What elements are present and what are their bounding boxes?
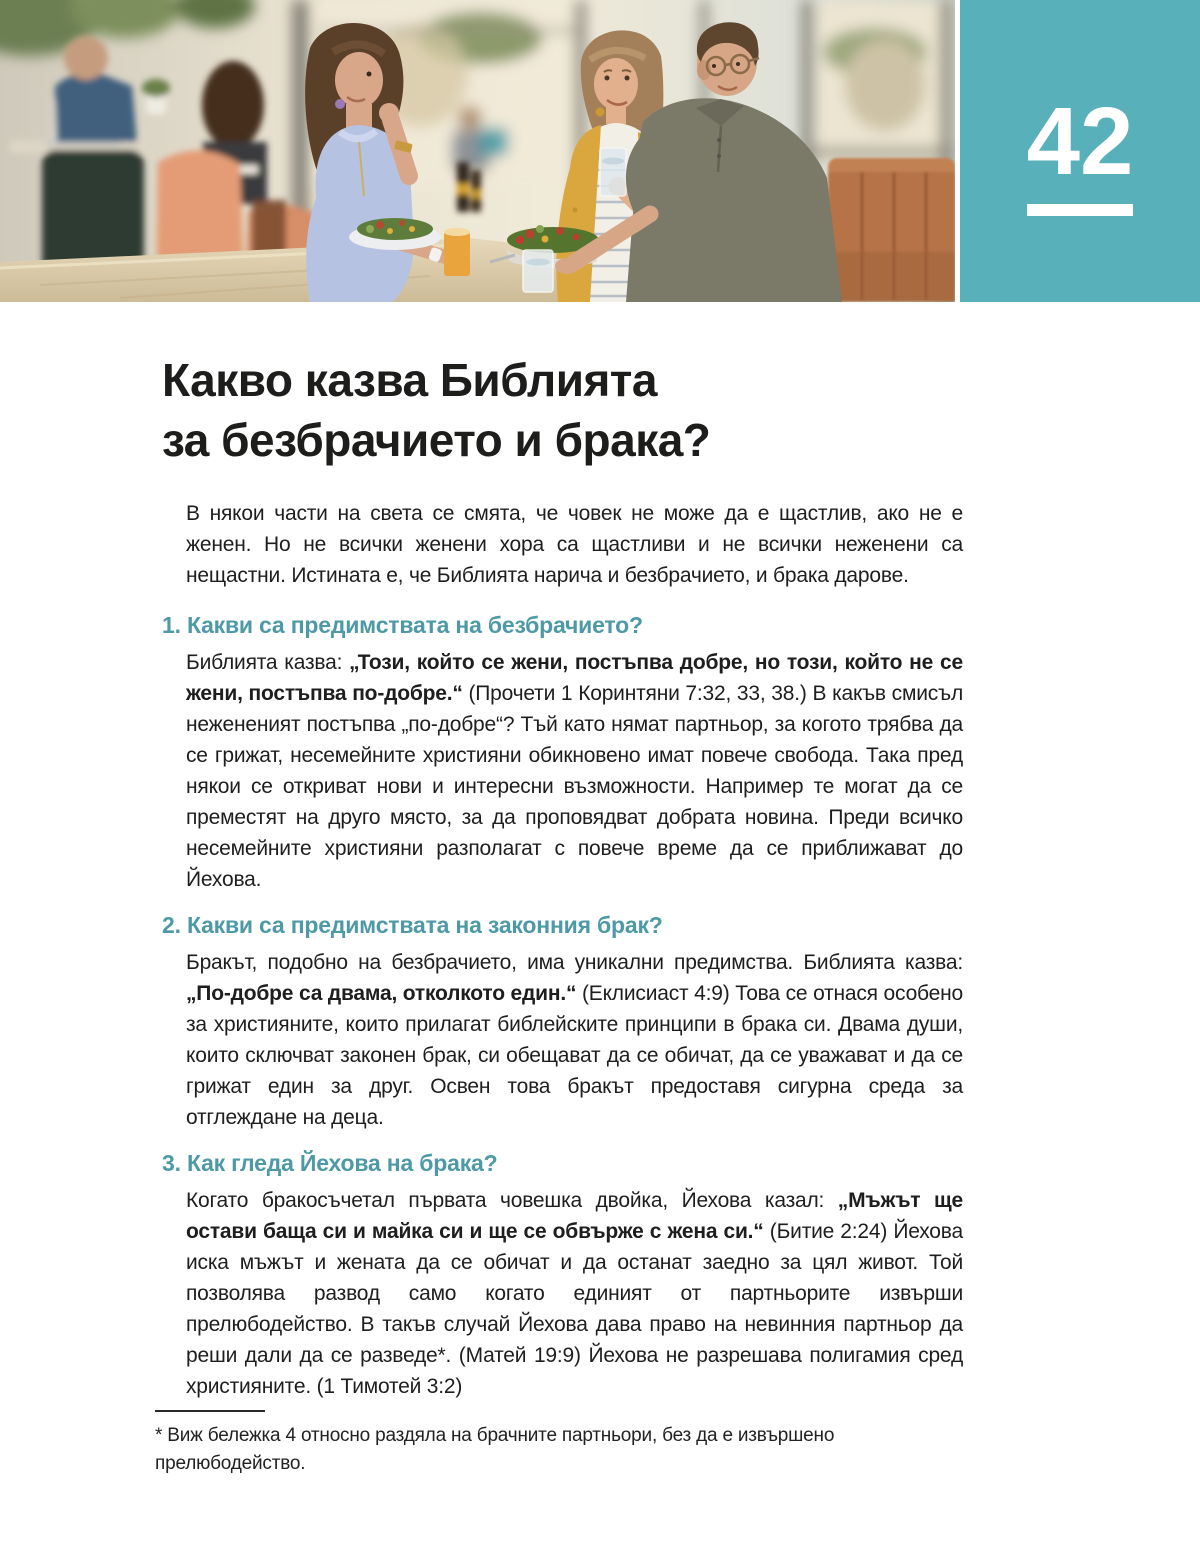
- section-2-paragraph: Бракът, подобно на безбрачието, има уникални предимства. Библията казва: „По-добре са двама, отколкото един.“ (Еклисиаст 4:9) Това се отнася особено за християните, които прилагат библейските принципи в брака си. Двама души, които сключват законен брак, си обещават да се обичат, да се уважават и да се грижат един за друг. Освен това бракът предоставя сигурна среда за отглеждане на деца.: [186, 951, 963, 1129]
- lesson-number: 42: [1026, 88, 1134, 195]
- section-2: [162, 911, 963, 1133]
- footnote-block: [155, 1410, 963, 1478]
- intro-paragraph: В някои части на света се смята, че човек не може да е щастлив, ако не е женен. Но не всички женени хора са щастливи и не всички неженени са нещастни. Истината е, че Библията нарича и безбрачието, и брака дарове.: [186, 502, 963, 587]
- cafe-scene-illustration: [0, 0, 955, 302]
- footnote-marker: *: [155, 1425, 163, 1446]
- section-1-heading: 1. Какви са предимствата на безбрачието?: [162, 612, 643, 638]
- hero: [0, 0, 1200, 302]
- section-3-heading: 3. Как гледа Йехова на брака?: [162, 1150, 498, 1176]
- footnote: [155, 1422, 915, 1478]
- section-3-paragraph: Когато бракосъчетал първата човешка двойка, Йехова казал: „Мъжът ще остави баща си и майка си и ще се обвърже с жена си.“ (Битие 2:24) Йехова иска мъжът и жената да се обичат и да останат заедно за цял живот. Той позволява развод само когато единият от партньорите извърши прелюбодейство. В такъв случай Йехова дава право на невинния партньор да реши дали да се разведе*. (Матей 19:9) Йехова не разрешава полигамия сред християните. (1 Тимотей 3:2): [186, 1189, 964, 1398]
- lesson-content: [155, 350, 964, 1478]
- section-1: [162, 611, 963, 895]
- hero-photo: [0, 0, 955, 302]
- section-2-heading: 2. Какви са предимствата на законния брак?: [162, 912, 663, 938]
- section-3: [162, 1149, 963, 1402]
- section-1-paragraph: Библията казва: „Този, който се жени, постъпва добре, но този, който не се жени, постъпва по-добре.“ (Прочети 1 Коринтяни 7:32, 33, 38.) В какъв смисъл нежененият постъпва „по-добре“? Тъй като нямат партньор, за когото трябва да се грижат, несемейните християни обикновено имат повече свобода. Така пред някои се откриват нови и интересни възможности. Например те могат да се преместят на друго място, за да проповядват добрата новина. Преди всичко несемейните християни разполагат с повече време да се приближават до Йехова.: [186, 651, 963, 891]
- footnote-text: Виж бележка 4 относно раздяла на брачните партньори, без да е извършено прелюбодейство.: [155, 1425, 835, 1474]
- lesson-number-badge: [960, 0, 1200, 302]
- page-title: [162, 350, 963, 470]
- footnote-rule: [155, 1410, 265, 1412]
- page-title-line1: Какво казва Библията: [162, 354, 657, 406]
- page-title-line2: за безбрачието и брака?: [162, 414, 711, 466]
- lesson-number-underline: [1027, 204, 1133, 216]
